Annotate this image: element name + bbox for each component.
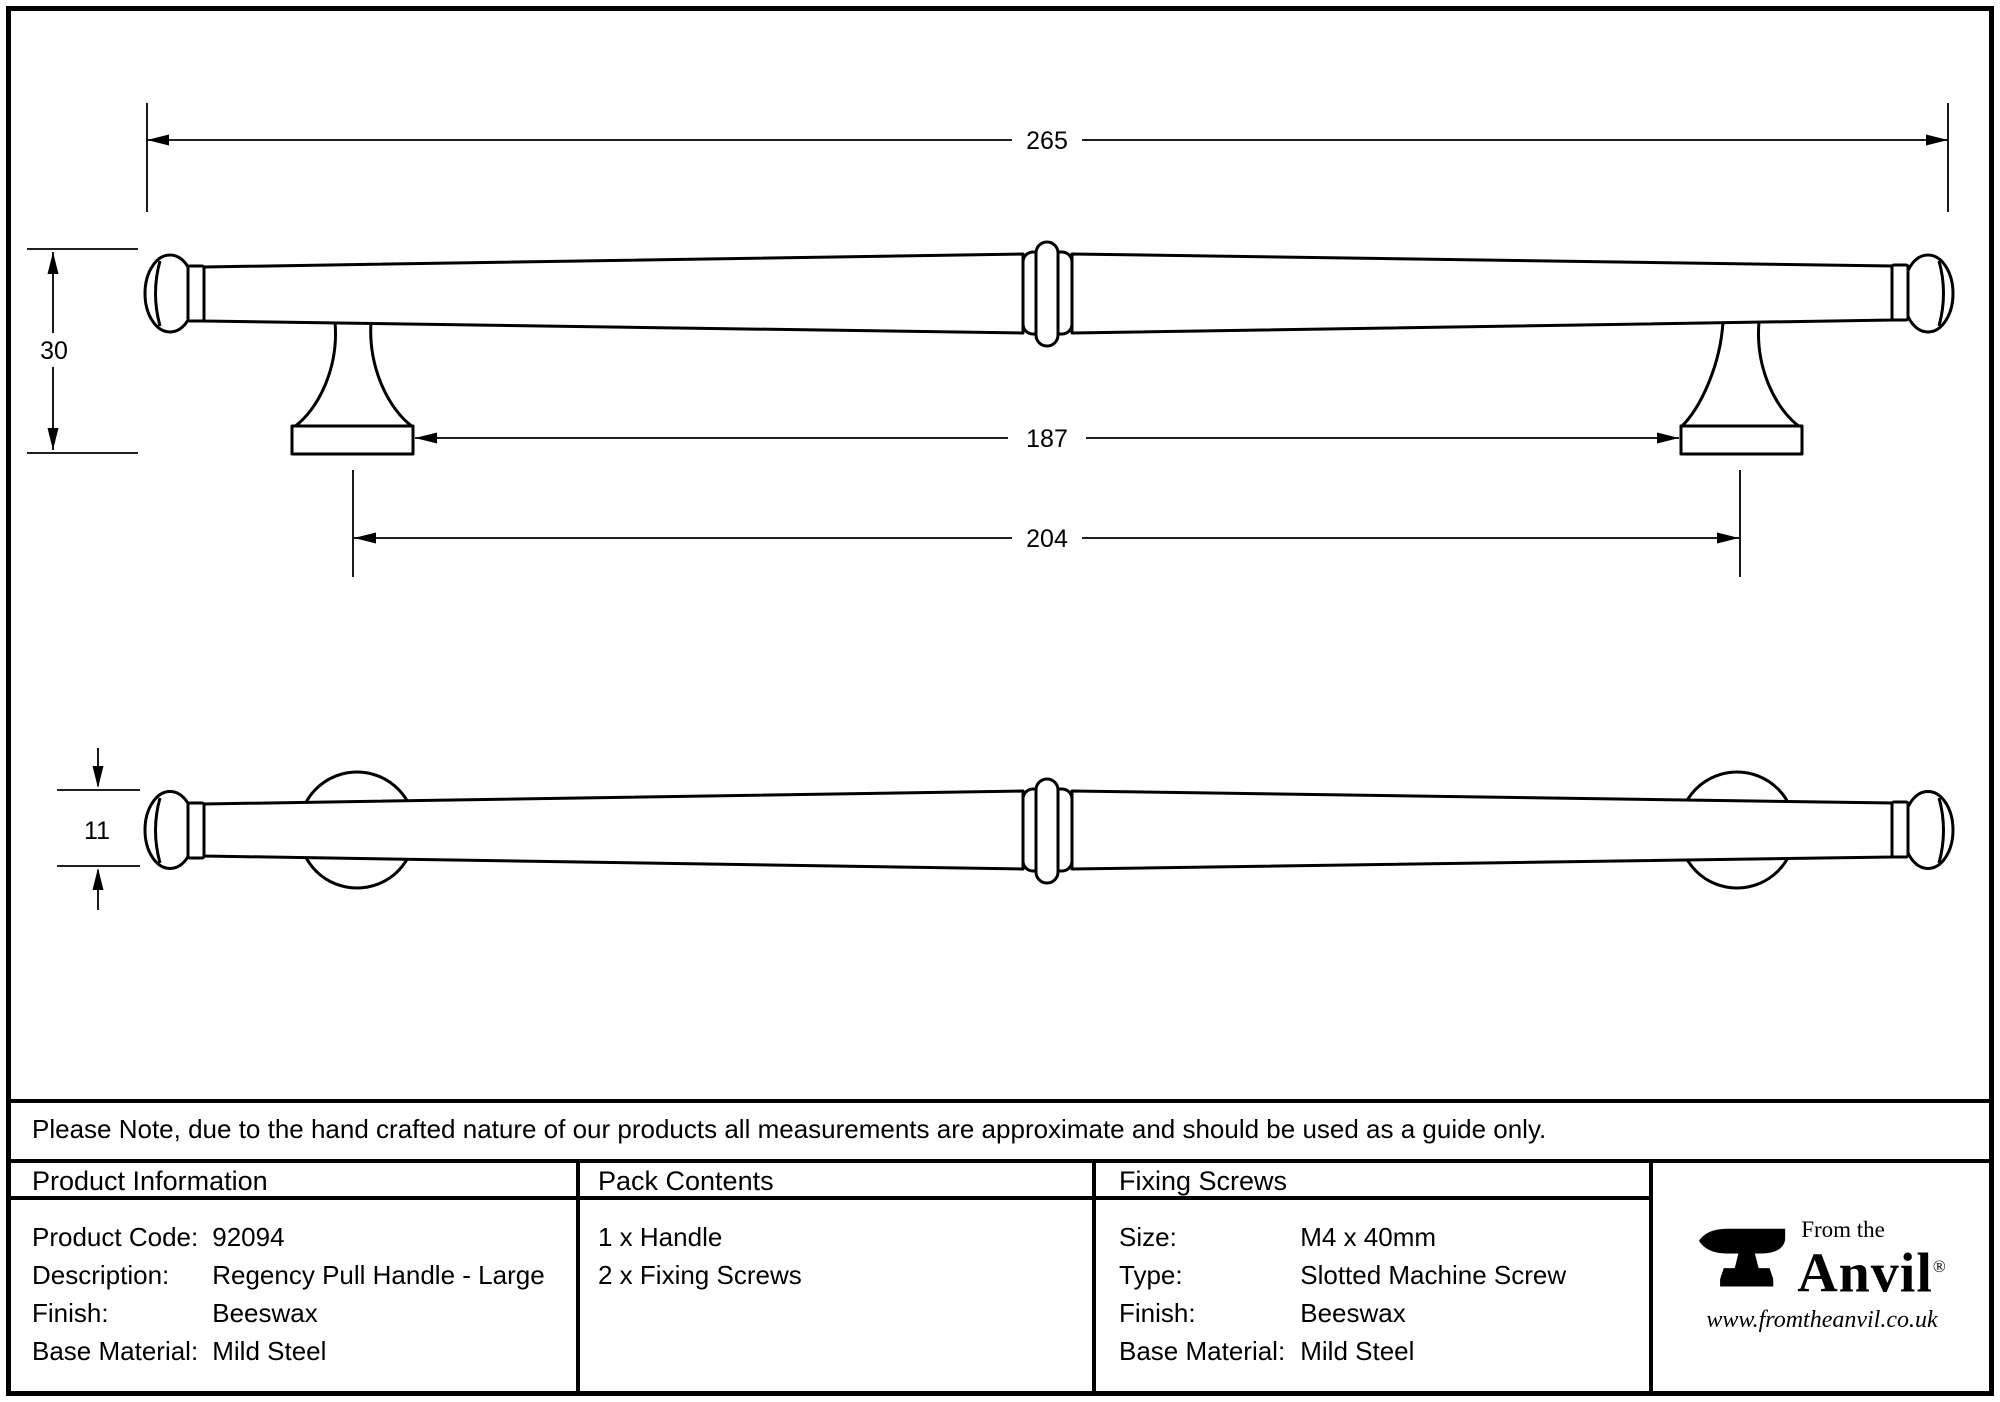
logo-lockup <box>1697 1216 1947 1305</box>
fixing-screws-header: Fixing Screws <box>1119 1166 1288 1196</box>
finish-label: Finish: <box>32 1298 109 1328</box>
right-knob-plan <box>1903 792 1953 869</box>
table-row <box>1119 1298 1406 1329</box>
right-knob-collar <box>1892 265 1908 320</box>
dimension-arrows-top <box>48 135 1949 544</box>
dim-height-label: 30 <box>40 337 68 365</box>
right-foot <box>1681 322 1800 427</box>
arrow-11-up <box>93 868 104 890</box>
product-code-value: 92094 <box>212 1222 285 1252</box>
grip-bar-left <box>203 254 1023 333</box>
column-divider-3 <box>1649 1159 1653 1393</box>
measurement-note: Please Note, due to the hand crafted nature of our products all measurements are approximate and should be used as a guide only. <box>32 1114 1547 1144</box>
finish-value: Beeswax <box>212 1298 318 1328</box>
base-material-label: Base Material: <box>32 1336 199 1366</box>
screw-finish-value: Beeswax <box>1300 1298 1406 1328</box>
plan-view <box>57 748 1953 910</box>
screw-base-material-value: Mild Steel <box>1300 1336 1415 1366</box>
logo-tagline: From the <box>1801 1216 1885 1242</box>
brand-logo <box>1655 1163 1989 1389</box>
table-row <box>32 1260 545 1291</box>
arrow-30-down <box>48 428 59 450</box>
arrow-30-up <box>48 252 59 274</box>
left-knob-collar <box>188 266 204 321</box>
product-code-label: Product Code: <box>32 1222 199 1252</box>
note-row-top-border <box>6 1099 1994 1103</box>
arrow-265-right <box>1926 135 1948 146</box>
right-foot-base <box>1681 426 1802 454</box>
table-row <box>32 1222 285 1253</box>
grip-bar-right <box>1072 254 1893 333</box>
logo-brand-name <box>1797 1241 1947 1305</box>
centre-collar-inner-plan <box>1036 779 1058 883</box>
left-foot <box>294 322 413 427</box>
screw-size-value: M4 x 40mm <box>1300 1222 1437 1252</box>
anvil-icon <box>1697 1226 1789 1292</box>
product-information-header: Product Information <box>32 1166 268 1196</box>
screw-base-material-label: Base Material: <box>1119 1336 1286 1366</box>
screw-finish-label: Finish: <box>1119 1298 1196 1328</box>
column-divider-1 <box>576 1159 580 1393</box>
left-knob-collar-plan <box>188 803 204 858</box>
logo-brand-word: Anvil <box>1797 1242 1933 1305</box>
centre-collar-inner <box>1036 242 1058 346</box>
arrow-265-left <box>147 135 169 146</box>
arrow-11-down <box>93 766 104 788</box>
grip-bar-left-plan <box>203 791 1023 869</box>
arrow-204-left <box>354 533 376 544</box>
dim-fixing-centres-label: 204 <box>1026 525 1068 553</box>
table-row <box>1119 1260 1566 1291</box>
table-row <box>32 1336 326 1367</box>
arrow-204-right <box>1717 533 1739 544</box>
screw-type-value: Slotted Machine Screw <box>1300 1260 1567 1290</box>
arrow-187-right <box>1657 433 1679 444</box>
logo-text <box>1797 1216 1947 1305</box>
screw-size-label: Size: <box>1119 1222 1177 1252</box>
description-value: Regency Pull Handle - Large <box>212 1260 545 1290</box>
screw-type-label: Type: <box>1119 1260 1183 1290</box>
handle-side-view <box>145 242 1953 454</box>
side-elevation-view <box>27 103 1953 577</box>
table-row <box>1119 1336 1414 1367</box>
dim-inner-spacing-label: 187 <box>1026 425 1068 453</box>
base-material-value: Mild Steel <box>212 1336 327 1366</box>
pack-contents-item: 1 x Handle <box>598 1222 723 1252</box>
description-label: Description: <box>32 1260 170 1290</box>
table-row <box>32 1298 318 1329</box>
dimension-lines-top <box>27 103 1948 577</box>
registered-trademark-symbol: ® <box>1932 1256 1947 1276</box>
arrow-187-left <box>415 433 437 444</box>
left-foot-base <box>292 426 413 454</box>
handle-plan-view <box>145 772 1953 888</box>
column-divider-2 <box>1092 1159 1096 1393</box>
table-row <box>1119 1222 1436 1253</box>
pack-contents-item: 2 x Fixing Screws <box>598 1260 802 1290</box>
logo-website: www.fromtheanvil.co.uk <box>1706 1307 1938 1334</box>
grip-bar-right-plan <box>1072 791 1893 869</box>
pack-contents-header: Pack Contents <box>598 1166 774 1196</box>
dim-bar-diameter-label: 11 <box>84 817 110 845</box>
dim-overall-length-label: 265 <box>1026 127 1068 155</box>
right-knob <box>1903 255 1953 332</box>
right-knob-collar-plan <box>1892 802 1908 857</box>
